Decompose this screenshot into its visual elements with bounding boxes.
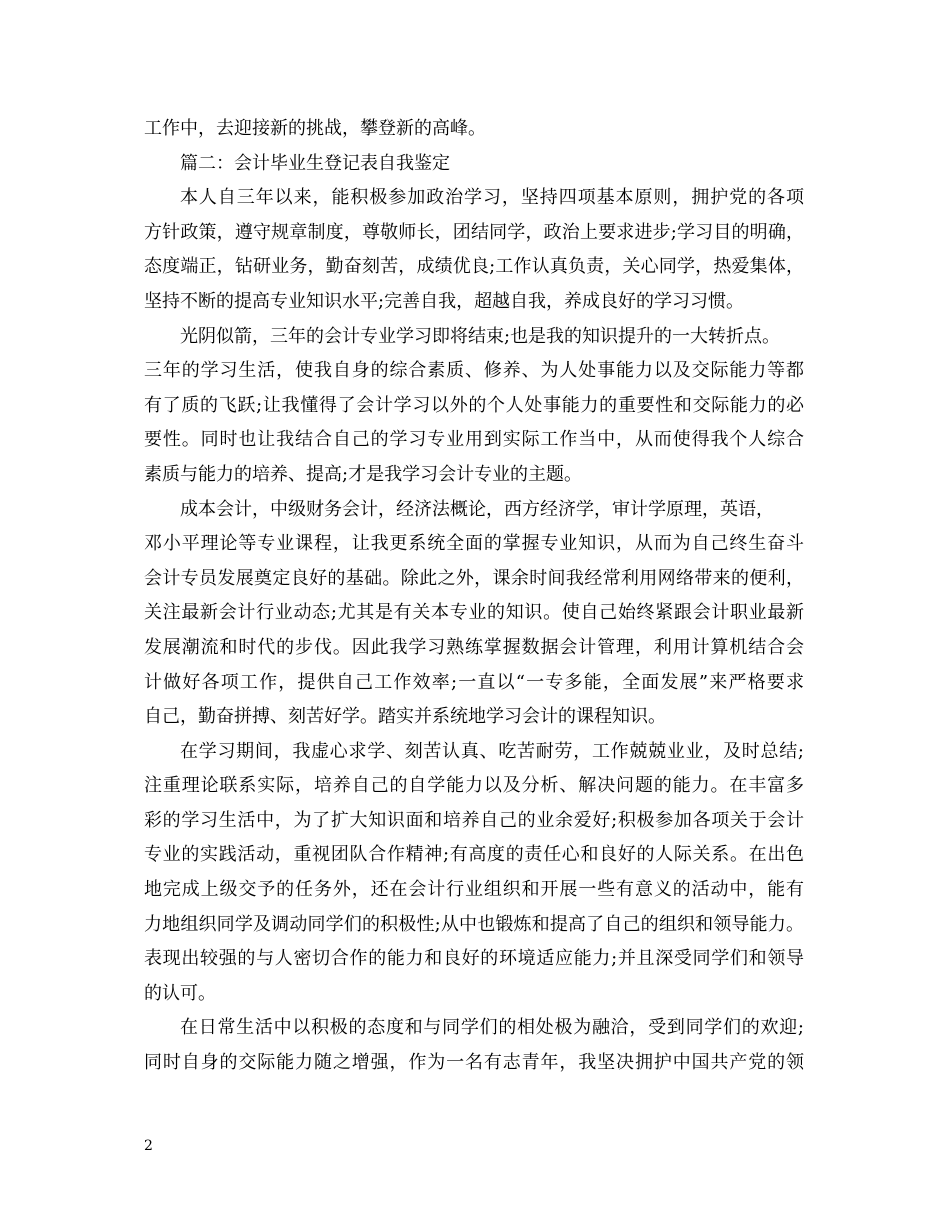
text-line: 方针政策，遵守规章制度，尊敬师长，团结同学，政治上要求进步;学习目的明确， (144, 221, 804, 243)
text-line: 素质与能力的培养、提高;才是我学习会计专业的主题。 (144, 463, 583, 485)
text-line: 篇二：会计毕业生登记表自我鉴定 (180, 152, 450, 174)
text-line: 同时自身的交际能力随之增强，作为一名有志青年，我坚决拥护中国共产党的领 (144, 1052, 804, 1074)
text-line: 坚持不断的提高专业知识水平;完善自我，超越自我，养成良好的学习习惯。 (144, 290, 745, 312)
text-line: 力地组织同学及调动同学们的积极性;从中也锻炼和提高了自己的组织和领导能力。 (144, 913, 804, 935)
text-line: 会计专员发展奠定良好的基础。除此之外，课余时间我经常利用网络带来的便利， (144, 567, 804, 589)
text-line: 计做好各项工作，提供自己工作效率;一直以“一专多能，全面发展”来严格要求 (144, 671, 804, 693)
text-line: 专业的实践活动，重视团队合作精神;有高度的责任心和良好的人际关系。在出色 (144, 844, 804, 866)
text-line: 地完成上级交予的任务外，还在会计行业组织和开展一些有意义的活动中，能有 (144, 879, 804, 901)
text-line: 关注最新会计行业动态;尤其是有关本专业的知识。使自己始终紧跟会计职业最新 (144, 602, 804, 624)
text-line: 本人自三年以来，能积极参加政治学习，坚持四项基本原则，拥护党的各项 (180, 187, 804, 209)
text-line: 邓小平理论等专业课程，让我更系统全面的掌握专业知识，从而为自己终生奋斗 (144, 533, 804, 555)
text-line: 工作中，去迎接新的挑战，攀登新的高峰。 (144, 118, 486, 139)
text-line: 在学习期间，我虚心求学、刻苦认真、吃苦耐劳，工作兢兢业业，及时总结; (180, 740, 804, 762)
text-line: 有了质的飞跃;让我懂得了会计学习以外的个人处事能力的重要性和交际能力的必 (144, 394, 804, 416)
text-line: 发展潮流和时代的步伐。因此我学习熟练掌握数据会计管理，利用计算机结合会 (144, 636, 804, 658)
text-line: 自己，勤奋拼搏、刻苦好学。踏实并系统地学习会计的课程知识。 (144, 706, 666, 728)
page-number: 2 (144, 1138, 153, 1154)
text-line: 注重理论联系实际，培养自己的自学能力以及分析、解决问题的能力。在丰富多 (144, 775, 804, 797)
text-line: 光阴似箭，三年的会计专业学习即将结束;也是我的知识提升的一大转折点。 (180, 325, 781, 347)
text-line: 态度端正，钻研业务，勤奋刻苦，成绩优良;工作认真负责，关心同学，热爱集体， (144, 256, 804, 278)
text-line: 的认可。 (144, 982, 216, 1004)
text-line: 表现出较强的与人密切合作的能力和良好的环境适应能力;并且深受同学们和领导 (144, 948, 804, 970)
text-line: 三年的学习生活，使我自身的综合素质、修养、为人处事能力以及交际能力等都 (144, 360, 804, 382)
text-line: 在日常生活中以积极的态度和与同学们的相处极为融洽，受到同学们的欢迎; (180, 1017, 804, 1039)
text-line: 彩的学习生活中，为了扩大知识面和培养自己的业余爱好;积极参加各项关于会计 (144, 809, 804, 831)
text-line: 成本会计，中级财务会计，经济法概论，西方经济学，审计学原理，英语， (180, 498, 774, 520)
text-line: 要性。同时也让我结合自己的学习专业用到实际工作当中，从而使得我个人综合 (144, 429, 804, 451)
body-text (144, 112, 804, 1081)
